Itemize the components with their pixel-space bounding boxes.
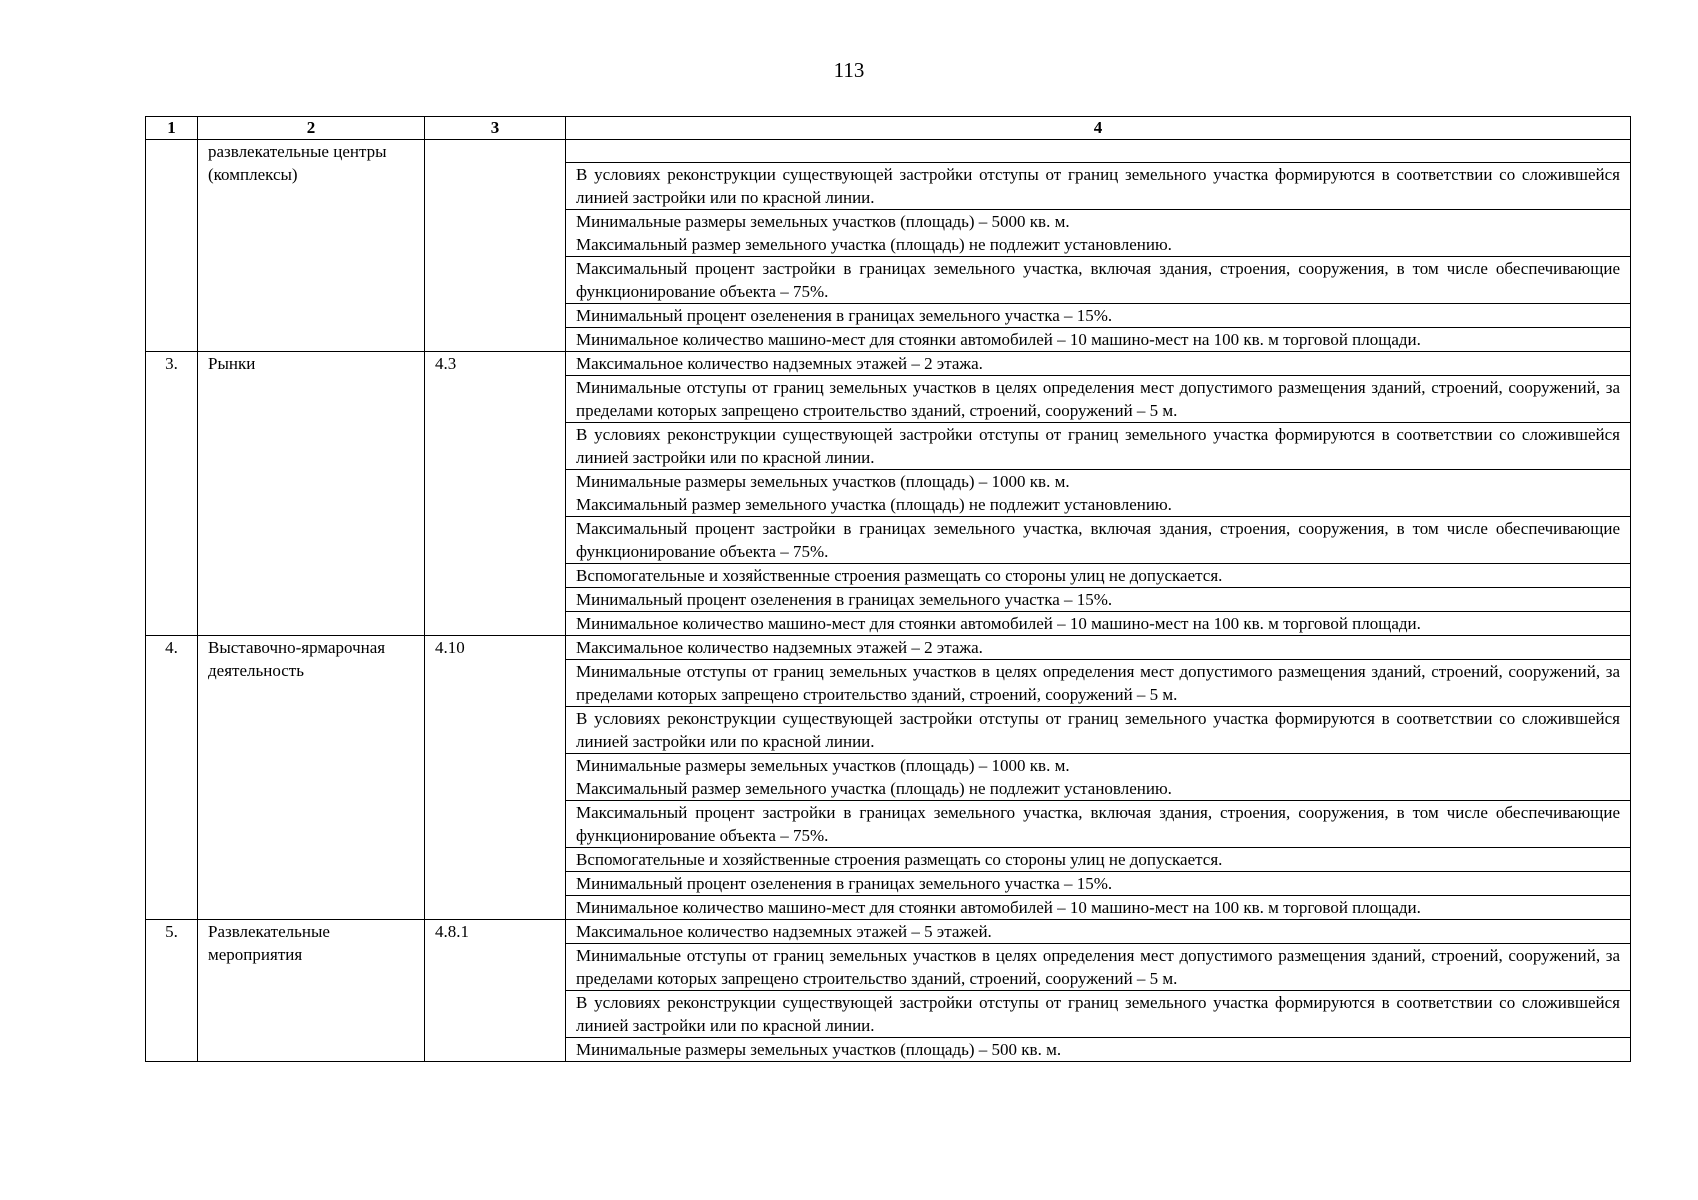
requirement-line: Минимальные размеры земельных участков (площадь) – 1000 кв. м. <box>576 756 1070 775</box>
requirement-cell: Минимальные размеры земельных участков (площадь) – 500 кв. м. <box>566 1038 1631 1062</box>
requirement-cell <box>566 140 1631 163</box>
use-type-name: Развлекательные мероприятия <box>198 920 425 1062</box>
requirement-line: Максимальный размер земельного участка (площадь) не подлежит установлению. <box>576 235 1172 254</box>
requirement-cell: Минимальное количество машино-мест для стоянки автомобилей – 10 машино-мест на 100 кв. м торговой площади. <box>566 896 1631 920</box>
requirement-line: Максимальный размер земельного участка (площадь) не подлежит установлению. <box>576 779 1172 798</box>
row-number: 5. <box>146 920 198 1062</box>
table-header-row <box>146 117 1631 140</box>
requirement-cell: Вспомогательные и хозяйственные строения размещать со стороны улиц не допускается. <box>566 564 1631 588</box>
requirement-cell: Вспомогательные и хозяйственные строения размещать со стороны улиц не допускается. <box>566 848 1631 872</box>
requirement-cell: Минимальный процент озеленения в границах земельного участка – 15%. <box>566 304 1631 328</box>
table-body <box>146 140 1631 1062</box>
use-type-code <box>425 140 566 352</box>
use-type-name: Выставочно-ярмарочная деятельность <box>198 636 425 920</box>
requirement-cell <box>566 754 1631 801</box>
header-col-1: 1 <box>146 117 198 140</box>
requirement-cell: Минимальный процент озеленения в границах земельного участка – 15%. <box>566 872 1631 896</box>
requirement-cell: Минимальное количество машино-мест для стоянки автомобилей – 10 машино-мест на 100 кв. м торговой площади. <box>566 328 1631 352</box>
requirement-cell: Минимальный процент озеленения в границах земельного участка – 15%. <box>566 588 1631 612</box>
requirement-line: Максимальный размер земельного участка (площадь) не подлежит установлению. <box>576 495 1172 514</box>
page-number: 113 <box>833 58 865 82</box>
requirement-line: Минимальные размеры земельных участков (площадь) – 1000 кв. м. <box>576 472 1070 491</box>
requirement-cell: Минимальные отступы от границ земельных участков в целях определения мест допустимого размещения зданий, строений, сооружений, за пределами которых запрещено строительство зданий, строений, сооружений – 5 м. <box>566 944 1631 991</box>
header-col-2: 2 <box>198 117 425 140</box>
header-col-4: 4 <box>566 117 1631 140</box>
use-type-name: развлекательные центры (комплексы) <box>198 140 425 352</box>
table-row <box>146 920 1631 944</box>
requirement-cell: Максимальное количество надземных этажей – 2 этажа. <box>566 352 1631 376</box>
requirement-cell: Минимальное количество машино-мест для стоянки автомобилей – 10 машино-мест на 100 кв. м торговой площади. <box>566 612 1631 636</box>
requirement-cell: Максимальный процент застройки в границах земельного участка, включая здания, строения, сооружения, в том числе обеспечивающие функционирование объекта – 75%. <box>566 517 1631 564</box>
requirement-cell: В условиях реконструкции существующей застройки отступы от границ земельного участка формируются в соответствии со сложившейся линией застройки или по красной линии. <box>566 423 1631 470</box>
use-type-code: 4.10 <box>425 636 566 920</box>
requirement-cell <box>566 470 1631 517</box>
requirement-cell: В условиях реконструкции существующей застройки отступы от границ земельного участка формируются в соответствии со сложившейся линией застройки или по красной линии. <box>566 707 1631 754</box>
use-type-code: 4.3 <box>425 352 566 636</box>
requirement-cell: Максимальный процент застройки в границах земельного участка, включая здания, строения, сооружения, в том числе обеспечивающие функционирование объекта – 75%. <box>566 257 1631 304</box>
requirement-cell: Максимальное количество надземных этажей – 2 этажа. <box>566 636 1631 660</box>
row-number: 3. <box>146 352 198 636</box>
table-row <box>146 352 1631 376</box>
row-number <box>146 140 198 352</box>
header-col-3: 3 <box>425 117 566 140</box>
row-number: 4. <box>146 636 198 920</box>
use-type-code: 4.8.1 <box>425 920 566 1062</box>
use-type-name: Рынки <box>198 352 425 636</box>
table-row <box>146 636 1631 660</box>
requirement-line: Минимальные размеры земельных участков (площадь) – 5000 кв. м. <box>576 212 1070 231</box>
requirement-cell: В условиях реконструкции существующей застройки отступы от границ земельного участка формируются в соответствии со сложившейся линией застройки или по красной линии. <box>566 991 1631 1038</box>
requirement-cell: Минимальные отступы от границ земельных участков в целях определения мест допустимого размещения зданий, строений, сооружений, за пределами которых запрещено строительство зданий, строений, сооружений – 5 м. <box>566 660 1631 707</box>
regulations-table <box>145 116 1631 1062</box>
table-row <box>146 140 1631 163</box>
requirement-cell: Минимальные отступы от границ земельных участков в целях определения мест допустимого размещения зданий, строений, сооружений, за пределами которых запрещено строительство зданий, строений, сооружений – 5 м. <box>566 376 1631 423</box>
requirement-cell: В условиях реконструкции существующей застройки отступы от границ земельного участка формируются в соответствии со сложившейся линией застройки или по красной линии. <box>566 163 1631 210</box>
requirement-cell: Максимальное количество надземных этажей – 5 этажей. <box>566 920 1631 944</box>
requirement-cell <box>566 210 1631 257</box>
requirement-cell: Максимальный процент застройки в границах земельного участка, включая здания, строения, сооружения, в том числе обеспечивающие функционирование объекта – 75%. <box>566 801 1631 848</box>
